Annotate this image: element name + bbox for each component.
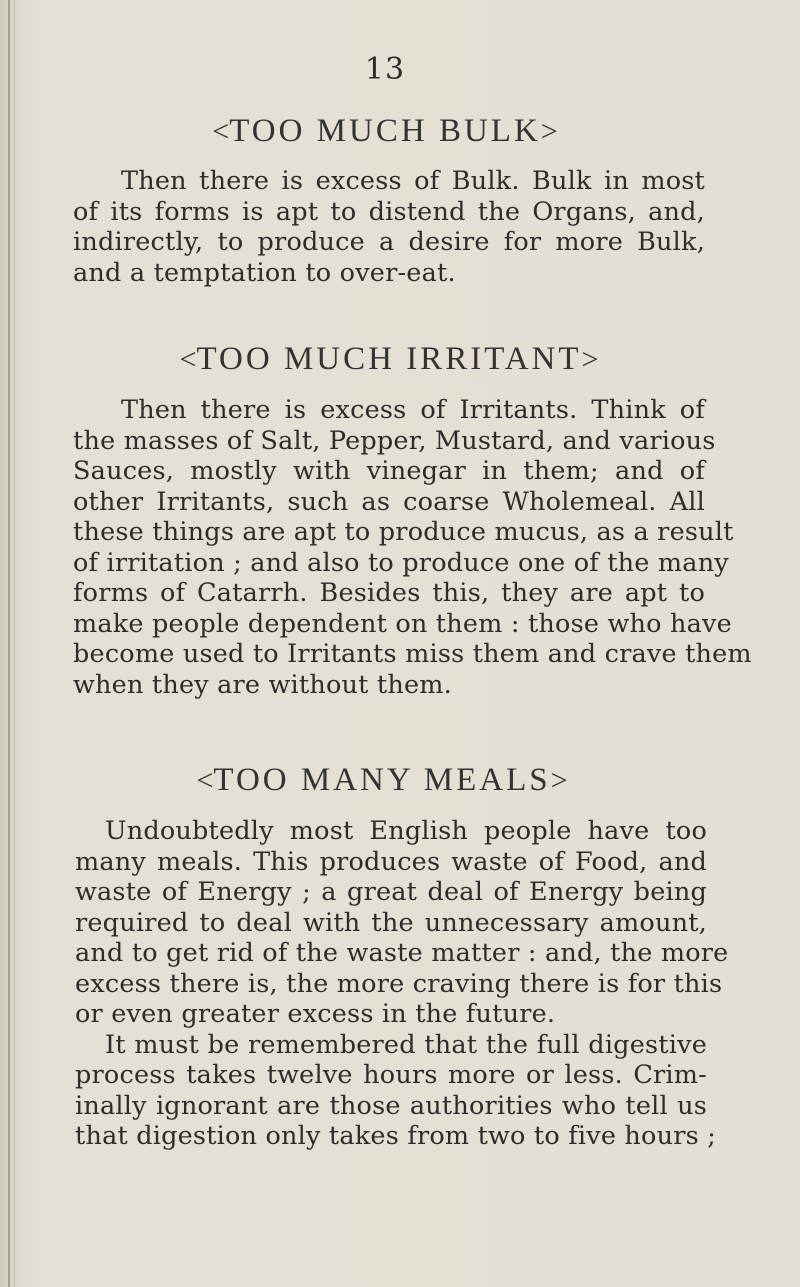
text-line: required to deal with the unnecessary amount,	[75, 907, 707, 938]
section-heading-too-much-bulk	[0, 113, 770, 150]
text-line: these things are apt to produce mucus, as a result	[73, 517, 734, 547]
text-line: It must be remembered that the full digestive	[105, 1029, 707, 1060]
text-line: of irritation ; and also to produce one of the many	[73, 547, 729, 578]
text-line: make people dependent on them : those who have	[73, 608, 732, 639]
binding-edge-line-inner	[14, 0, 15, 1287]
text-line: process takes twelve hours more or less. Crim-	[75, 1060, 707, 1090]
page-number: 13	[364, 52, 406, 87]
paragraph-meals	[75, 816, 729, 1152]
text-line: many meals. This produces waste of Food, and	[75, 846, 707, 877]
text-line: and to get rid of the waste matter : and, the more	[75, 938, 729, 968]
chevron-left-icon: <	[212, 115, 230, 148]
chevron-right-icon: >	[581, 343, 599, 376]
heading-text: TOO MANY MEALS	[213, 762, 551, 798]
heading-text: TOO MUCH BULK	[229, 113, 541, 149]
binding-edge-line	[8, 0, 10, 1287]
text-line: indirectly, to produce a desire for more Bulk,	[73, 227, 705, 257]
text-line: waste of Energy ; a great deal of Energy being	[75, 877, 707, 907]
chevron-left-icon: <	[179, 343, 197, 376]
text-line: Undoubtedly most English people have too	[105, 816, 707, 846]
text-line: of its forms is apt to distend the Organs, and,	[73, 196, 705, 227]
text-line: or even greater excess in the future.	[75, 999, 556, 1029]
text-line: Then there is excess of Irritants. Think of	[121, 395, 705, 425]
text-line: other Irritants, such as coarse Wholemeal. All	[73, 486, 705, 517]
chevron-right-icon: >	[550, 764, 568, 797]
text-line: Sauces, mostly with vinegar in them; and of	[73, 456, 705, 486]
text-line: that digestion only takes from two to five hours ;	[75, 1121, 716, 1151]
chevron-left-icon: <	[196, 764, 214, 797]
text-line: Then there is excess of Bulk. Bulk in most	[121, 166, 705, 196]
text-line: and a temptation to over-eat.	[73, 257, 456, 288]
text-line: inally ignorant are those authorities who tell us	[75, 1090, 707, 1121]
chevron-right-icon: >	[540, 115, 558, 148]
paragraph-irritant	[73, 395, 752, 700]
section-heading-too-many-meals	[0, 762, 767, 799]
text-line: when they are without them.	[73, 669, 452, 700]
paragraph-bulk	[73, 166, 705, 288]
text-line: become used to Irritants miss them and crave them	[73, 639, 752, 669]
section-heading-too-much-irritant	[4, 341, 774, 378]
text-line: forms of Catarrh. Besides this, they are apt to	[73, 578, 705, 608]
text-line: the masses of Salt, Pepper, Mustard, and various	[73, 425, 716, 456]
text-line: excess there is, the more craving there is for this	[75, 968, 723, 999]
heading-text: TOO MUCH IRRITANT	[196, 341, 582, 377]
